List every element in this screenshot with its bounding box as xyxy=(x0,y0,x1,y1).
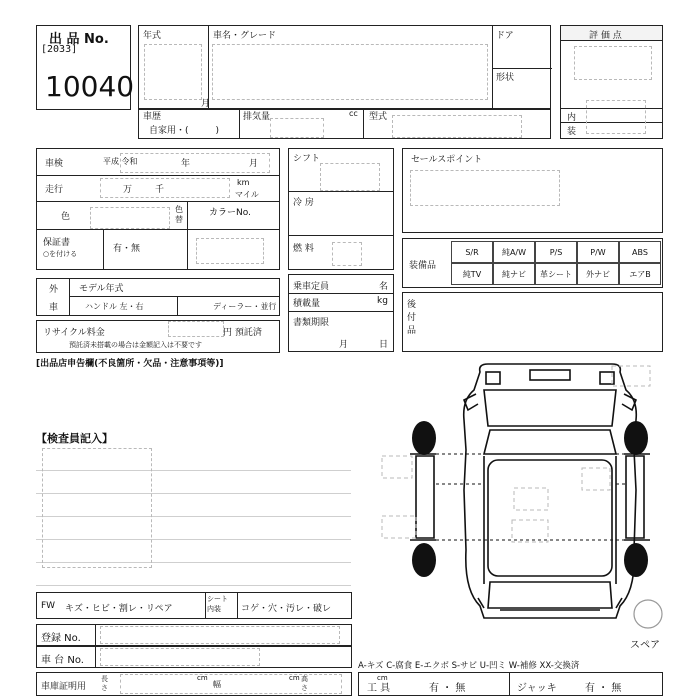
equipment-cell: P/S xyxy=(535,241,577,263)
outside-label-2: 車 xyxy=(49,303,59,313)
recycle-note: 預託済未搭載の場合は金額記入は不要です xyxy=(69,341,202,349)
year-model-box xyxy=(138,25,551,110)
after-label-2: 付 xyxy=(407,313,417,323)
spec-box xyxy=(36,148,280,270)
equipment-cell: 純ナビ xyxy=(493,263,535,285)
mileage-unit-km: km xyxy=(237,178,250,187)
selling-box xyxy=(402,148,663,233)
tools-box xyxy=(358,672,663,696)
shape-label: 形状 xyxy=(496,73,515,83)
equipment-cell: P/W xyxy=(577,241,619,263)
ac-label: 冷 房 xyxy=(293,198,314,208)
year-unit: 月 xyxy=(201,99,211,109)
inspection-options: 平成 令和 xyxy=(103,157,138,166)
model-label: 車名・グレード xyxy=(213,31,277,41)
warranty-sub: ○を付ける xyxy=(43,250,78,258)
equipment-cell: S/R xyxy=(451,241,493,263)
tools-options: 有 ・ 無 xyxy=(429,683,466,694)
docs-label: 書類期限 xyxy=(293,318,330,328)
colorno-label: カラーNo. xyxy=(209,208,251,218)
after-label-3: 品 xyxy=(407,326,417,336)
jack-options: 有 ・ 無 xyxy=(585,683,622,694)
type-label: 型式 xyxy=(369,112,388,122)
displacement-unit: cc xyxy=(349,109,358,118)
fuel-label: 燃 料 xyxy=(293,244,314,254)
chassis-box xyxy=(36,646,352,668)
outside-label-1: 外 xyxy=(49,285,59,295)
recycle-label: リサイクル料金 xyxy=(43,328,105,338)
lot-box xyxy=(36,25,135,110)
jack-label: ジャッキ xyxy=(517,683,557,694)
load-label: 積載量 xyxy=(293,299,321,309)
capacity-unit: 名 xyxy=(379,282,389,292)
shift-box xyxy=(288,148,394,270)
equipment-label: 装備品 xyxy=(409,261,437,271)
cert-unit-1: cm xyxy=(197,674,208,682)
damage-legend: A-キズ C-腐食 E-エクボ S-サビ U-凹ミ W-補修 XX-交換済 xyxy=(358,661,580,671)
mileage-man: 万 xyxy=(123,185,133,195)
lot-label: 出 品 No. xyxy=(49,32,109,47)
spare-label: スペア xyxy=(630,640,660,651)
cert-height: 高さ xyxy=(301,675,308,692)
equipment-cell: 純TV xyxy=(451,263,493,285)
cert-label: 車庫証明用 xyxy=(41,682,87,692)
equipment-cell: 外ナビ xyxy=(577,263,619,285)
row2-box xyxy=(138,108,551,139)
sheet-label: シート内装 xyxy=(207,595,228,613)
model-year-label: モデル年式 xyxy=(79,284,124,294)
docs-month: 月 xyxy=(339,340,349,350)
cert-unit-2: cm xyxy=(289,674,300,682)
warranty-options: 有・無 xyxy=(113,244,141,254)
docs-day: 日 xyxy=(379,340,389,350)
equipment-cell: ABS xyxy=(619,241,661,263)
inspection-month-unit: 月 xyxy=(249,159,259,169)
cert-length: 長さ xyxy=(101,675,108,692)
door-label: ドア xyxy=(496,31,514,41)
chassis-label: 車 台 No. xyxy=(41,655,84,666)
mileage-sen: 千 xyxy=(155,185,165,195)
equipment-cell: 純A/W xyxy=(493,241,535,263)
color-swatch-label: 色替 xyxy=(175,205,183,224)
fw-label: FW xyxy=(41,601,56,611)
dealer-label: ディーラー・並行 xyxy=(213,302,277,311)
fw-box xyxy=(36,592,352,619)
reg-box xyxy=(36,624,352,646)
cert-unit-3: cm xyxy=(377,674,388,682)
lot-number: 10040 xyxy=(45,70,135,103)
rating-box xyxy=(560,25,663,139)
inspection-year-unit: 年 xyxy=(181,159,191,169)
interior-label-2: 装 xyxy=(567,127,577,137)
shift-label: シフト xyxy=(293,154,321,164)
car-diagram xyxy=(380,360,680,630)
mileage-label: 走行 xyxy=(45,185,64,195)
lot-sub: [2033] xyxy=(41,44,78,55)
cartype-options: 自家用・( ) xyxy=(149,126,220,136)
after-label-1: 後 xyxy=(407,300,417,310)
mileage-unit-mile: マイル xyxy=(235,190,259,199)
equipment-cell: エアB xyxy=(619,263,661,285)
fw-options: キズ・ヒビ・割レ・リペア xyxy=(65,604,173,614)
recycle-unit: 円 預託済 xyxy=(223,328,262,338)
recycle-box xyxy=(36,320,280,353)
inspector-lines xyxy=(36,448,351,588)
after-parts-box xyxy=(402,292,663,352)
warranty-label: 保証書 xyxy=(43,238,71,248)
cartype-label: 車歴 xyxy=(143,112,162,122)
capacity-box xyxy=(288,274,394,352)
inspector-title: 【検査員記入】 xyxy=(36,432,113,445)
cert-width: 幅 xyxy=(213,680,221,689)
capacity-label: 乗車定員 xyxy=(293,282,330,292)
color-label: 色 xyxy=(61,212,71,222)
inspection-label: 車検 xyxy=(45,159,64,169)
equipment-box xyxy=(402,238,663,288)
rating-label: 評 価 点 xyxy=(589,31,622,41)
reg-label: 登録 No. xyxy=(41,633,81,644)
equipment-cell: 革シート xyxy=(535,263,577,285)
sheet-options: コゲ・穴・汚レ・破レ xyxy=(241,604,332,614)
year-label: 年式 xyxy=(143,31,162,41)
seller-notes-title: [出品店申告欄(不良箇所・欠品・注意事項等)] xyxy=(36,359,224,369)
handle-label: ハンドル 左・右 xyxy=(85,302,144,311)
tools-label: 工 具 xyxy=(367,683,391,694)
selling-label: セールスポイント xyxy=(411,155,483,165)
outside-box xyxy=(36,278,280,316)
displacement-label: 排気量 xyxy=(243,112,271,122)
load-unit: kg xyxy=(377,296,388,306)
interior-label-1: 内 xyxy=(567,113,577,123)
